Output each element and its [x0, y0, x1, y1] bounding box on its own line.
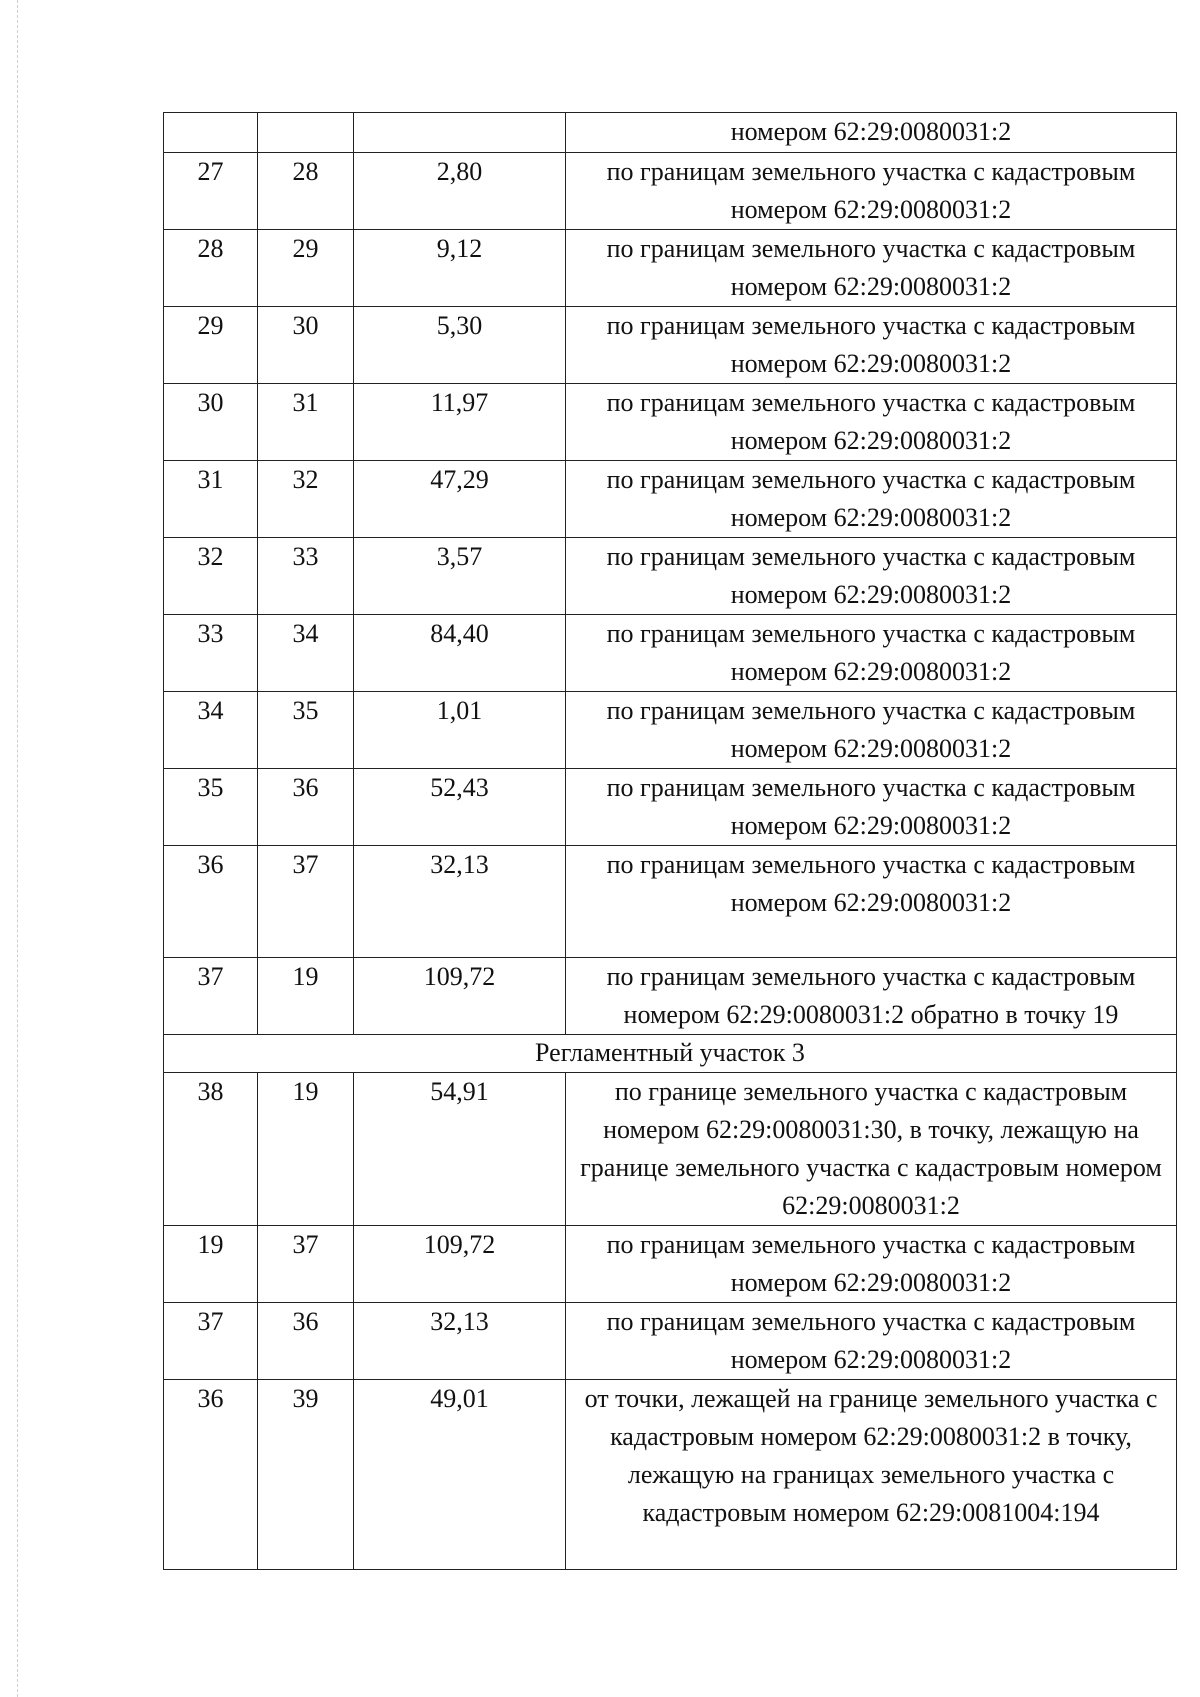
cell-from: 19: [164, 1226, 258, 1303]
cell-to: 37: [258, 1226, 354, 1303]
cell-description: по границам земельного участка с кадастровым номером 62:29:0080031:2: [566, 1226, 1177, 1303]
cell-length: 52,43: [354, 769, 566, 846]
cell-description: по границам земельного участка с кадастровым номером 62:29:0080031:2: [566, 846, 1177, 958]
cell-length: 11,97: [354, 384, 566, 461]
cell-to: 28: [258, 153, 354, 230]
table-row: [164, 307, 1177, 384]
section-title: Регламентный участок 3: [164, 1035, 1177, 1073]
cell-description: по границам земельного участка с кадастровым номером 62:29:0080031:2: [566, 384, 1177, 461]
table-row: [164, 1073, 1177, 1226]
cell-length: 109,72: [354, 1226, 566, 1303]
scan-edge-line: [17, 0, 19, 1697]
cell-to: [258, 113, 354, 153]
cell-from: 32: [164, 538, 258, 615]
cell-description: по границам земельного участка с кадастровым номером 62:29:0080031:2 обратно в точку 19: [566, 958, 1177, 1035]
table-row: [164, 846, 1177, 958]
cell-to: 36: [258, 769, 354, 846]
cell-to: 35: [258, 692, 354, 769]
cell-from: [164, 113, 258, 153]
cell-length: 9,12: [354, 230, 566, 307]
table-row: [164, 958, 1177, 1035]
cell-from: 36: [164, 846, 258, 958]
table-row: [164, 769, 1177, 846]
cell-length: 3,57: [354, 538, 566, 615]
cell-description: номером 62:29:0080031:2: [566, 113, 1177, 153]
cell-from: 37: [164, 958, 258, 1035]
cell-from: 37: [164, 1303, 258, 1380]
cell-from: 38: [164, 1073, 258, 1226]
table-row: [164, 1303, 1177, 1380]
cell-length: [354, 113, 566, 153]
cell-from: 35: [164, 769, 258, 846]
cell-description: по границам земельного участка с кадастровым номером 62:29:0080031:2: [566, 692, 1177, 769]
cell-to: 33: [258, 538, 354, 615]
cell-description: по границам земельного участка с кадастровым номером 62:29:0080031:2: [566, 538, 1177, 615]
table-row: [164, 538, 1177, 615]
cell-to: 34: [258, 615, 354, 692]
table-row-continuation: [164, 113, 1177, 153]
cell-from: 33: [164, 615, 258, 692]
table-row: [164, 1226, 1177, 1303]
table-row: [164, 461, 1177, 538]
cell-description: по границам земельного участка с кадастровым номером 62:29:0080031:2: [566, 769, 1177, 846]
cell-length: 32,13: [354, 846, 566, 958]
cell-length: 109,72: [354, 958, 566, 1035]
cell-to: 19: [258, 1073, 354, 1226]
cell-to: 32: [258, 461, 354, 538]
cell-description: от точки, лежащей на границе земельного участка с кадастровым номером 62:29:0080031:2 в точку, лежащую на границах земельного участка с кадастровым номером 62:29:0081004:194: [566, 1380, 1177, 1570]
cell-length: 2,80: [354, 153, 566, 230]
table-row: [164, 615, 1177, 692]
cell-length: 5,30: [354, 307, 566, 384]
cell-from: 34: [164, 692, 258, 769]
cell-to: 37: [258, 846, 354, 958]
cell-description: по границам земельного участка с кадастровым номером 62:29:0080031:2: [566, 153, 1177, 230]
cell-to: 39: [258, 1380, 354, 1570]
cell-length: 84,40: [354, 615, 566, 692]
cell-to: 29: [258, 230, 354, 307]
cell-length: 54,91: [354, 1073, 566, 1226]
cell-description: по границам земельного участка с кадастровым номером 62:29:0080031:2: [566, 230, 1177, 307]
cell-to: 36: [258, 1303, 354, 1380]
table-row: [164, 692, 1177, 769]
cell-to: 30: [258, 307, 354, 384]
cell-from: 31: [164, 461, 258, 538]
cell-length: 47,29: [354, 461, 566, 538]
boundary-table: [163, 112, 1177, 1570]
table-row: [164, 153, 1177, 230]
table-row: [164, 384, 1177, 461]
cell-from: 29: [164, 307, 258, 384]
cell-to: 19: [258, 958, 354, 1035]
table-row: [164, 230, 1177, 307]
cell-description: по границам земельного участка с кадастровым номером 62:29:0080031:2: [566, 615, 1177, 692]
cell-description: по границе земельного участка с кадастровым номером 62:29:0080031:30, в точку, лежащую на границе земельного участка с кадастровым номером 62:29:0080031:2: [566, 1073, 1177, 1226]
cell-from: 36: [164, 1380, 258, 1570]
cell-length: 1,01: [354, 692, 566, 769]
cell-description: по границам земельного участка с кадастровым номером 62:29:0080031:2: [566, 1303, 1177, 1380]
cell-to: 31: [258, 384, 354, 461]
cell-from: 27: [164, 153, 258, 230]
section-header-row: [164, 1035, 1177, 1073]
table-row: [164, 1380, 1177, 1570]
cell-from: 30: [164, 384, 258, 461]
cell-length: 32,13: [354, 1303, 566, 1380]
cell-from: 28: [164, 230, 258, 307]
cell-length: 49,01: [354, 1380, 566, 1570]
cell-description: по границам земельного участка с кадастровым номером 62:29:0080031:2: [566, 307, 1177, 384]
cell-description: по границам земельного участка с кадастровым номером 62:29:0080031:2: [566, 461, 1177, 538]
